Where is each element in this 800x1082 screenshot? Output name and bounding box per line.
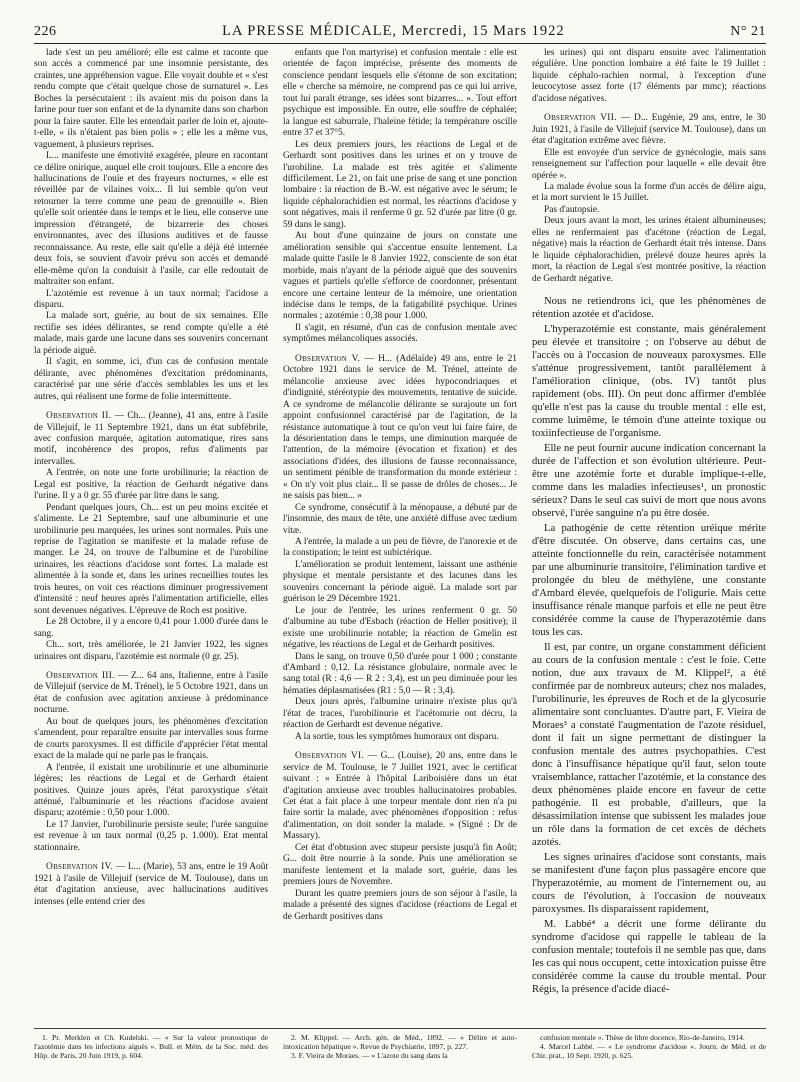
paragraph [283, 48, 517, 140]
footnote: 3. F. Vieira de Moraes. — « L'azote du sang dans la [291, 1051, 448, 1060]
paragraph [283, 537, 517, 560]
paragraph-text: lade s'est un peu amélioré; elle est calme et raconte que son accès a commencé par une insomnie persistante, des craintes, une appréhension vague. Elle voyait double et « s'est rendu compte que c'était quelque chose de surnaturel ». Les Boches la persécutaient : ils avaient mis du poison dans la farine pour tuer son enfant et de la dynamite dans son charbon pour la faire sauter. Elle les entendait parler de loin et, ajoute-t-elle, « ils n'étaient pas bien polis » ; elle les a même vus, vaguement, à plusieurs reprises. [34, 48, 268, 150]
observation-paragraph [34, 862, 268, 908]
footnote: 1. Pr. Merklen et Ch. Kudelski. — « Sur la valeur pronostique de l'azotémie dans les infections aiguës ». Bull. et Mém. de la Soc. méd. des Hôp. de Paris, 20 Juin 1919, p. 604. [34, 1033, 268, 1060]
paragraph-text: A l'entrée, il existait une urobilinurie et une albuminurie légères; les réactions de Legal et de Gerhardt étaient positives. Quinze jours après, l'état paroxystique s'était atténué, l'albuminurie et les réactions d'acidose avaient disparu; azotémie : 0,50 pour 1.000. [34, 762, 268, 819]
paragraph-text: Elle est envoyée d'un service de gynécologie, mais sans renseignement sur l'affection pour laquelle « elle devait être opérée ». [532, 147, 766, 181]
paragraph-text: La pathogénie de cette rétention uréique mérite d'être discutée. On observe, dans certains cas, une atteinte fonctionnelle du rein, caractérisée notamment par une albuminurie transitoire, l'élimination tardive et prolongée du bleu de méthylène, une constante d'Ambard élevée, quelquefois de l'oligurie. Mais cette insuffisance rénale manque parfois et elle ne peut être considérée comme la cause de l'hyperazotémie dans tous les cas. [532, 523, 766, 639]
paragraph [34, 151, 268, 288]
paragraph-text: — H... (Adélaïde) 49 ans, entre le 21 Octobre 1921 dans le service de M. Trénel, atteinte de mélancolie anxieuse avec idées hypocondriaques et d'indignité, stéréotypie des mouvements, tentative de suicide. A ce syndrome de mélancolie délirante se surajoute un fort appoint confusionnel caractérisé par de l'agitation, de la résistance automatique à tout ce qu'on veut lui faire faire, de la désorientation dans le temps, une diminution marquée de l'attention, de la mémoire (évocation et fixation) et des associations d'idées, des illusions de fausse reconnaissance, un sentiment pénible de transformation du monde extérieur : « On n'y voit plus clair... Il se passe de drôles de choses... Je ne saisis pas bien... » [283, 353, 517, 502]
paragraph [283, 503, 517, 537]
paragraph [532, 148, 766, 182]
paragraph-text: — Ch... (Jeanne), 41 ans, entre à l'asile de Villejuif, le 11 Septembre 1921, dans un état subfébrile, avec confusion marquée, agitation automatique, rires sans motif, incohérence des propos, refus d'aliments par intervalles. [34, 411, 268, 467]
paragraph-text: Pendant quelques jours, Ch... est un peu moins excitée et s'alimente. Le 21 Septembre, sauf une albuminurie et une urobilinurie peu marquées, les urines sont normales. Puis une reprise de l'agitation se manifeste et la malade refuse de manger. Le 24, on trouve de l'albumine et de l'urobiline urinaires, les réactions d'acidose sont fortes. La malade est alimentée à la sonde et, dans les urines recueillies toutes les trois heures, on voit ces réactions diminuer progressivement d'intensité : neuf heures après l'alimentation artificielle, elles sont devenues négatives. L'épreuve de Roch est positive. [34, 502, 268, 616]
paragraph [532, 442, 766, 520]
paragraph [283, 140, 517, 232]
footnote: confusion mentale ». Thèse de libre docence, Rio-de-Janeiro, 1914. [540, 1033, 745, 1042]
paragraph-text: Deux jours avant la mort, les urines étaient albumineuses; elles ne renfermaient pas d'acétone (réaction de Legal, négative) mais la réaction de Gerhardt était très intense. Dans le liquide céphalorachidien, prélevé douze heures après la mort, la réaction de Legal s'est montrée positive, la réaction de Gerhardt négative. [532, 216, 766, 284]
footnote: 4. Marcel Labbé. — « Le syndrome d'acidose ». Journ. de Méd. et de Chir. prat., 10 Sept. 1920, p. 625. [532, 1042, 766, 1060]
paragraph [532, 851, 766, 916]
paragraph-text: L'amélioration se produit lentement, laissant une asthénie physique et mentale persistante et des lacunes dans les souvenirs concernant la période aiguë. La malade sort par guérison le 29 Décembre 1921. [283, 559, 517, 605]
paragraph [34, 468, 268, 502]
paragraph-text: L'azotémie est revenue à un taux normal; l'acidose a disparu. [34, 288, 268, 310]
footnotes [34, 1028, 766, 1079]
paragraph [34, 48, 268, 151]
column-right [532, 48, 766, 1008]
paragraph-text: — Z... 64 ans, Italienne, entre à l'asile de Villejuif (service de M. Trénel), le 5 Octobre 1921, dans un état de confusion avec agitation anxieuse à prédominance nocturne. [34, 671, 268, 716]
paragraph [283, 652, 517, 698]
paragraph-text: Il s'agit, en somme, ici, d'un cas de confusion mentale délirante, avec phénomènes d'excitation prédominants, caractérisé par une série d'accès semblables les uns et les autres, qui réalisent une forme de folie intermittente. [34, 357, 268, 402]
observation-heading: Observation VI. [295, 751, 365, 762]
paragraph-text: Le 28 Octobre, il y a encore 0,41 pour 1.000 d'urée dans le sang. [34, 617, 268, 639]
paragraph-text: L'hyperazotémie est constante, mais généralement peu élevée et transitoire ; on l'observe au début de l'accès ou à l'occasion de nouveaux paroxysmes. Elle s'atténue progressivement, tantôt parallèlement à l'amélioration clinique, (obs. IV) tantôt plus rapidement (obs. III). On peut donc affirmer d'emblée qu'elle n'est pas la cause du trouble mental : elle est, comme luimême, le témoin d'une atteinte toxique ou toxiinfectieuse de l'organisme. [532, 324, 766, 440]
paragraph [34, 357, 268, 403]
observation-heading: Observation IV. [46, 862, 114, 873]
paragraph [34, 763, 268, 820]
paragraph [283, 732, 517, 743]
paragraph [283, 231, 517, 323]
observation-paragraph [283, 354, 517, 503]
paragraph [283, 560, 517, 606]
paragraph-text: Le 17 Janvier, l'urobilinurie persiste seule; l'urée sanguine est revenue à un taux normal (0,25 p. 1.000). Etat mental stationnaire. [34, 819, 268, 853]
paragraph-text: Dans le sang, on trouve 0,50 d'urée pour 1 000 ; constante d'Ambard : 0,12. La résistance globulaire, normale avec le sang total (R : 4,6 — R 2 : 3,4), est un peu diminuée pour les hématies déplasmatisées (R1 : 5,0 — R : 3,4). [283, 651, 517, 696]
observation-paragraph [34, 411, 268, 468]
paragraph [34, 717, 268, 763]
paragraph-text: Au bout de quelques jours, les phénomènes d'excitation s'amendent, pour reparaître ensuite par intervalles sous forme de courts paroxysmes. Il est difficile d'apprécier l'état mental exact de la malade qui ne parle pas le français. [34, 716, 268, 762]
paragraph-text: Pas d'autopsie. [544, 204, 600, 215]
paragraph [34, 503, 268, 618]
paragraph [34, 311, 268, 357]
journal-title: LA PRESSE MÉDICALE, Mercredi, 15 Mars 1922 [222, 23, 565, 39]
footnote-column-right [532, 1033, 766, 1079]
paragraph-text: Au bout d'une quinzaine de jours on constate une amélioration sensible qui s'accentue ensuite lentement. La malade quitte l'asile le 8 Janvier 1922, consciente de son état morbide, mais n'ayant de la période aiguë que des souvenirs vagues et partiels qu'elle s'efforce de coordonner, présentant encore une certaine lenteur de la mémoire, une orientation indécise dans le temps, de la fatigabilité psychique. Urines normales ; azotémie : 0,38 pour 1.000. [283, 231, 517, 322]
paragraph [283, 843, 517, 889]
paragraph-text: L... manifeste une émotivité exagérée, pleure en racontant ce délire onirique, auquel elle croit toujours. Elle a encore des hallucinations de l'ouïe et des frayeurs nocturnes, « elle est réveillée par de vilaines voix... Il lui semble qu'on veut retourner la terre comme une peau de grenouille ». Bien qu'elle soit orientée dans le temps et le lieu, elle conserve une impression d'étrangeté, de bizarrerie des choses environnantes, avec des illusions auditives et de fausse reconnaissance. Au reste, elle sait qu'elle a déjà été internée deux fois, se souvient d'avoir prévu son accès et demandé elle-même qu'on la conduisit à l'asile, car elle redoutait de maltraiter son enfant. [34, 151, 268, 288]
paragraph [532, 522, 766, 639]
paragraph [532, 641, 766, 849]
paragraph [34, 640, 268, 663]
paragraph [532, 216, 766, 285]
paragraph [532, 205, 766, 216]
paragraph-text: A l'entrée, on note une forte urobilinurie; la réaction de Legal est positive, la réaction de Gerhardt négative dans l'urine. Il y a 0 gr. 55 d'urée par litre dans le sang. [34, 468, 268, 502]
paragraph-text: Les deux premiers jours, les réactions de Legal et de Gerhardt sont positives dans les urines et on y trouve de l'urobiline. La malade est très agitée et s'alimente difficilement. Le 21, on fait une prise de sang et une ponction lombaire : la réaction de B.-W. est négative avec le sérum; le liquide céphalorachidien est normal, les réactions d'acidose y sont négatives, mais il renferme 0 gr. 52 d'urée par litre (0 gr. 59 dans le sang). [283, 139, 517, 230]
paragraph-text: Ch... sort, très améliorée, le 21 Janvier 1922, les signes urinaires ont disparu, l'azotémie est normale (0 gr. 25). [34, 640, 268, 662]
paragraph-text: Le jour de l'entrée, les urines renferment 0 gr. 50 d'albumine au tube d'Esbach (réaction de Heller positive); il existe une urobilinurie notable; la réaction de Gmelin est négative, les réactions de Legal et de Gerhardt positives. [283, 605, 517, 651]
paragraph-text: Il s'agit, en résumé, d'un cas de confusion mentale avec symptômes mélancoliques associés. [283, 322, 517, 345]
paragraph-text: les urines) qui ont disparu ensuite avec l'alimentation régulière. Une ponction lombaire a été faite le 19 Juillet : liquide céphalo-rachien normal, à l'exception d'une leucocytose assez forte (17 éléments par mmc); réactions d'acidose négatives. [532, 48, 766, 104]
paragraph-text: A la sortie, tous les symptômes humoraux ont disparu. [295, 731, 499, 742]
paragraph-text: — G... (Louise), 20 ans, entre dans le service de M. Toulouse, le 7 Juillet 1921, avec le certificat suivant : « Entrée à l'hôpital Lariboisière dans un état d'agitation anxieuse avec troubles hallucinatoires probables. Cet état a fait place à une torpeur mentale dont rien n'a pu faire sortir la malade, avec phénomènes d'opposition : refus d'alimentation, on doit sonder la malade. » (Signé : Dr de Massary). [283, 751, 517, 842]
observation-heading: Observation VII. [544, 113, 617, 124]
paragraph [283, 697, 517, 731]
footnote-column-left [34, 1033, 268, 1079]
paragraph-text: M. Labbé⁴ a décrit une forme délirante du syndrome d'acidose qui rappelle le tableau de la confusion mentale; toutefois il ne semble pas que, dans les cas qui nous occupent, cette intoxication puisse être considérée comme la cause du trouble mental. Pour Régis, la présence d'acide diacé- [532, 919, 766, 996]
article-columns [34, 48, 766, 1008]
paragraph [34, 289, 268, 312]
observation-heading: Observation V. [295, 353, 361, 364]
paragraph-text: — L... (Marie), 53 ans, entre le 19 Août 1921 à l'asile de Villejuif (service de M. Toulouse), dans un état d'agitation anxieuse, avec hallucinations auditives intenses (elle entend crier des [34, 862, 268, 907]
footnote-column-middle [283, 1033, 517, 1079]
paragraph-text: enfants que l'on martyrise) et confusion mentale : elle est orientée de façon imprécise, présente des moments de conscience pendant lesquels elle s'étonne de son excitation; elle « cherche sa mémoire, ne comprend pas ce qui lui arrive, tout lui paraît étrange, ses idées sont bizarres... ». Tout effort psychique est impossible. En outre, elle souffre de céphalée; la langue est saburrale, l'haleine fétide; la température oscille entre 37 et 37°5. [283, 48, 517, 139]
paragraph-text: La malade sort, guérie, au bout de six semaines. Elle rectifie ses idées délirantes, se rend compte qu'elle a été malade, mais garde une lacune dans ses souvenirs concernant la période aiguë. [34, 311, 268, 356]
paragraph-text: Elle ne peut fournir aucune indication concernant la durée de l'affection et son évolution ultérieure. Peut-être une azotémie forte et durable implique-t-elle, comme dans les maladies infectieuses¹, un pronostic sérieux? Dans le seul cas suivi de mort que nous avons observé, l'urée sanguine n'a pu être dosée. [532, 443, 766, 520]
paragraph [532, 323, 766, 440]
observation-paragraph [532, 113, 766, 147]
footnote: 2. M. Klippel. — Arch. gén. de Méd., 1892. — « Délire et auto-intoxication hépatique ». Revue de Psychiatrie, 1897, p. 227. [283, 1033, 517, 1051]
paragraph [532, 295, 766, 321]
paragraph-text: — D... Eugénie, 29 ans, entre, le 30 Juin 1921, à l'asile de Villejuif (service M. Toulouse), dans un état d'agitation extrême avec fièvre. [532, 113, 766, 147]
paragraph [283, 889, 517, 923]
paragraph [34, 617, 268, 640]
observation-paragraph [34, 671, 268, 717]
paragraph-text: A l'entrée, la malade a un peu de fièvre, de l'anorexie et de la constipation; le teint est subictérique. [283, 537, 517, 559]
paragraph [283, 606, 517, 652]
paragraph [532, 918, 766, 996]
paragraph-text: Ce syndrome, consécutif à la ménopause, a débuté par de l'insomnie, des maux de tête, une anxiété diffuse avec tædium vitæ. [283, 502, 517, 536]
page-header [34, 16, 766, 44]
paragraph [532, 182, 766, 205]
paragraph [532, 48, 766, 105]
paragraph-text: Nous ne retiendrons ici, que les phénomènes de rétention azotée et d'acidose. [532, 296, 766, 321]
paragraph-text: Il est, par contre, un organe constamment déficient au cours de la confusion mentale : c'est le foie. Cette notion, due aux travaux de M. Klippel², a été confirmée par de nombreux auteurs; chez nos malades, l'urobilinurie, les épreuves de Roch et de la glycosurie alimentaire sont concluantes. D'autre part, F. Vieira de Moraes³ a constaté l'augmentation de l'azote résiduel, dont il fait un signe permettant de distinguer la confusion mentale des autres psychopathies. C'est donc à l'insuffisance hépatique qu'il faut, selon toute vraisemblance, rattacher l'azotémie, et la constance des deux phénomènes plaide encore en faveur de cette pathogénie. Il est probable, d'ailleurs, que la désassimilation intense que subissent les malades joue un rôle dans la formation de cet excès de déchets azotés. [532, 642, 766, 849]
issue-number: N° 21 [730, 24, 766, 39]
column-middle [283, 48, 517, 1008]
column-left [34, 48, 268, 1008]
paragraph-text: Les signes urinaires d'acidose sont constants, mais se manifestent d'une façon plus passagère encore que l'hyperazotémie, au moment de l'internement ou, au cours de l'évolution, à l'occasion de nouveaux paroxysmes. Ils disparaissent rapidement, [532, 852, 766, 916]
paragraph-text: La malade évolue sous la forme d'un accès de délire aigu, et la mort survient le 15 Juillet. [532, 181, 766, 204]
paragraph [34, 820, 268, 854]
page-number: 226 [34, 24, 57, 39]
observation-heading: Observation III. [46, 671, 115, 682]
observation-heading: Observation II. [46, 411, 112, 422]
paragraph-text: Durant les quatre premiers jours de son séjour à l'asile, la malade a présenté des signes d'acidose (réactions de Legal et de Gerhardt positives dans [283, 888, 517, 922]
observation-paragraph [283, 751, 517, 843]
paragraph-text: Deux jours après, l'albumine urinaire n'existe plus qu'à l'état de traces, l'urobilinurie et l'acétonurie ont décru, la réaction de Gerhardt est devenue négative. [283, 697, 517, 731]
paragraph-text: Cet état d'obtusion avec stupeur persiste jusqu'à fin Août; G... doit être nourrie à la sonde. Puis une amélioration se manifeste lentement et la malade sort, guérie, dans les premiers jours de Novembre. [283, 842, 517, 888]
paragraph [283, 323, 517, 346]
